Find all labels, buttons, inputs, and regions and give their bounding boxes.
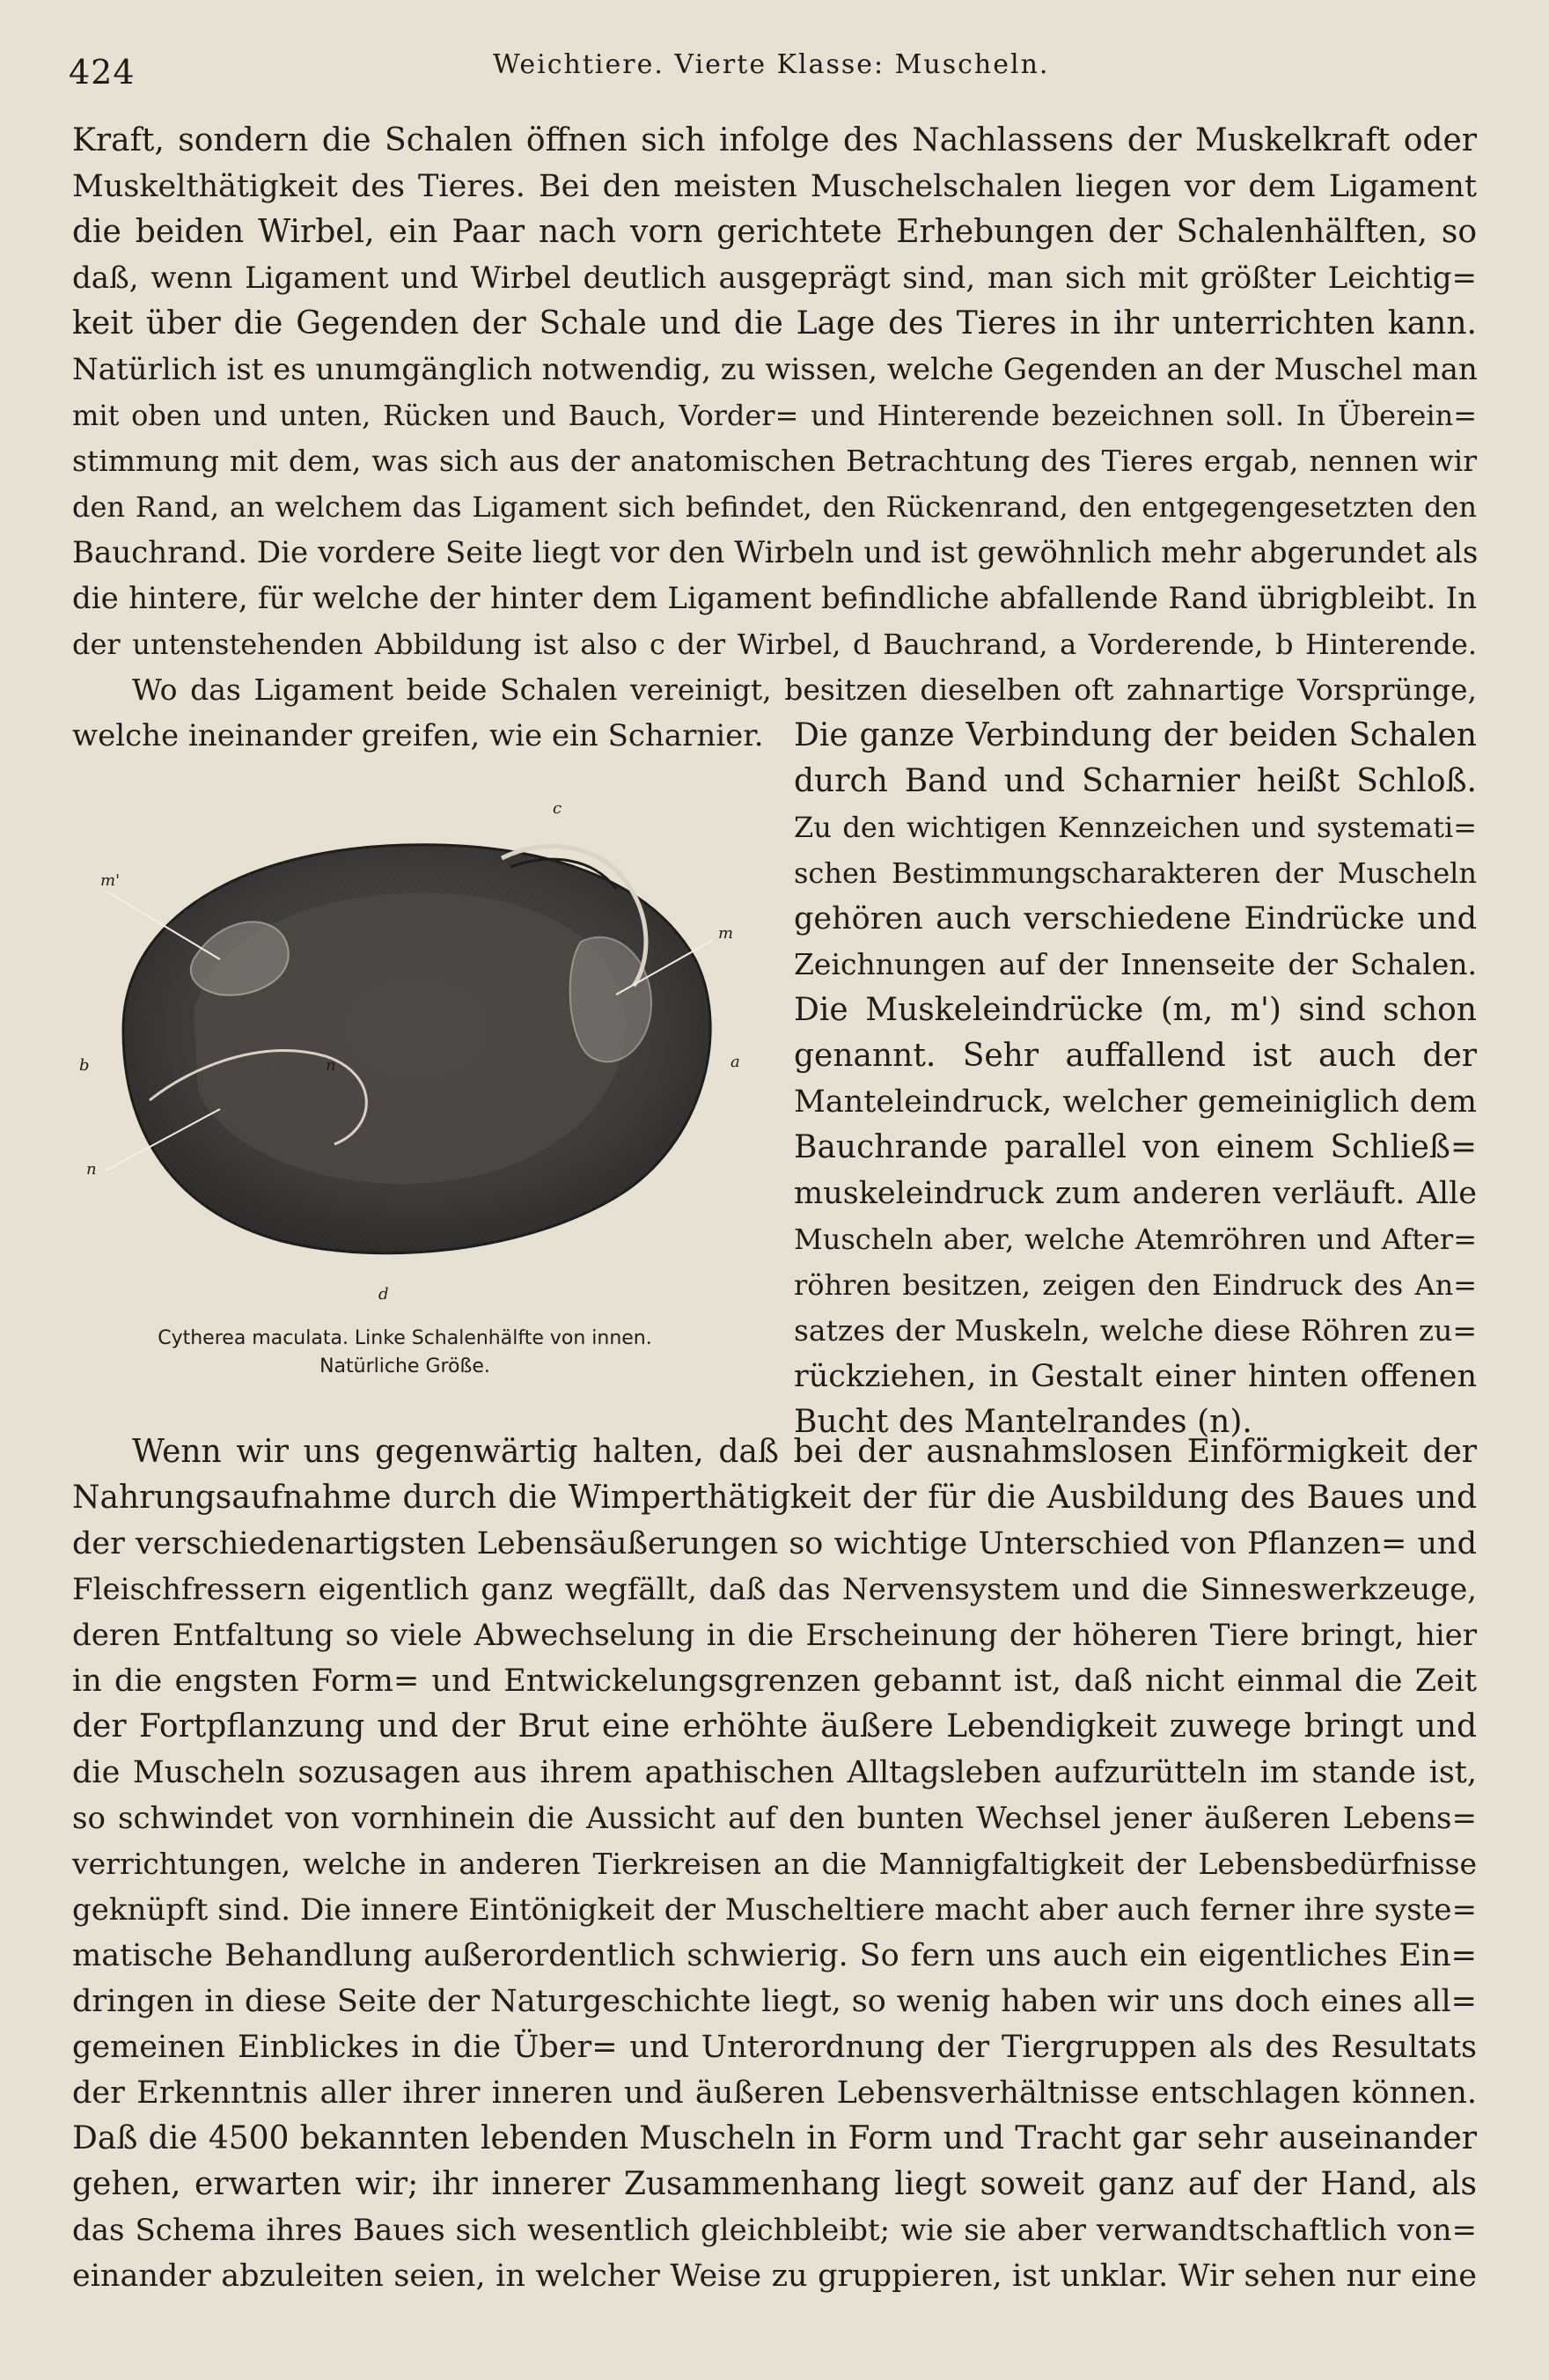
- label-n-outer: n: [86, 1160, 97, 1179]
- text-line: Fleischfressern eigentlich ganz wegfällt, daß das Nervensystem und die Sinneswerkzeuge,: [72, 1572, 1477, 1607]
- text-line: deren Entfaltung so viele Abwechselung in die Erscheinung der höheren Tiere bringt, hier: [72, 1618, 1477, 1653]
- text-line: Die Muskeleindrücke (m, m') sind schon: [794, 992, 1477, 1028]
- text-line: der verschiedenartigsten Lebensäußerungen so wichtige Unterschied von Pflanzen= und: [72, 1526, 1477, 1561]
- text-line: der Fortpflanzung und der Brut eine erhöhte äußere Lebendigkeit zuwege bringt und: [72, 1708, 1477, 1745]
- text-line: Kraft, sondern die Schalen öffnen sich infolge des Nachlassens der Muskelkraft oder: [72, 122, 1477, 158]
- text-line: Bucht des Mantelrandes (n).: [794, 1404, 1252, 1440]
- text-line: Bauchrande parallel von einem Schließ=: [794, 1129, 1477, 1165]
- label-d: d: [378, 1285, 389, 1304]
- text-line: welche ineinander greifen, wie ein Scharnier.: [72, 718, 764, 753]
- running-head: Weichtiere. Vierte Klasse: Muscheln.: [493, 49, 1050, 80]
- text-line: so schwindet von vornhinein die Aussicht auf den bunten Wechsel jener äußeren Lebens=: [72, 1801, 1477, 1836]
- text-line: genannt. Sehr auffallend ist auch der: [794, 1038, 1477, 1074]
- text-line: in die engsten Form= und Entwickelungsgrenzen gebannt ist, daß nicht einmal die Zeit: [72, 1664, 1477, 1699]
- text-line: Daß die 4500 bekannten lebenden Muscheln in Form und Tracht gar sehr auseinander: [72, 2120, 1477, 2156]
- text-line: Zu den wichtigen Kennzeichen und systemati=: [794, 811, 1477, 844]
- text-line: Zeichnungen auf der Innenseite der Schalen.: [794, 947, 1477, 981]
- text-line: dringen in diese Seite der Naturgeschichte liegt, so wenig haben wir uns doch eines all=: [72, 1984, 1477, 2019]
- text-line: einander abzuleiten seien, in welcher Weise zu gruppieren, ist unklar. Wir sehen nur eine: [72, 2259, 1477, 2294]
- shell-illustration: [88, 810, 739, 1303]
- text-line: Nahrungsaufnahme durch die Wimperthätigkeit der für die Ausbildung des Baues und: [72, 1480, 1477, 1516]
- text-line: Muscheln aber, welche Atemröhren und After=: [794, 1223, 1477, 1256]
- text-line: matische Behandlung außerordentlich schwierig. So fern uns auch ein eigentliches Ein=: [72, 1938, 1477, 1973]
- text-line: daß, wenn Ligament und Wirbel deutlich ausgeprägt sind, man sich mit größter Leichtig=: [72, 261, 1477, 296]
- text-line: die hintere, für welche der hinter dem Ligament befindliche abfallende Rand übrigbleibt. In: [72, 581, 1477, 616]
- figure-caption-size: Natürliche Größe.: [319, 1355, 490, 1377]
- text-line: geknüpft sind. Die innere Eintönigkeit der Muscheltiere macht aber auch ferner ihre syste=: [72, 1892, 1477, 1928]
- text-line: Natürlich ist es unumgänglich notwendig, zu wissen, welche Gegenden an der Muschel man: [72, 352, 1478, 387]
- paragraph-start-line: Wo das Ligament beide Schalen vereinigt, besitzen dieselben oft zahnartige Vorsprünge,: [132, 672, 1477, 707]
- text-line: mit oben und unten, Rücken und Bauch, Vorder= und Hinterende bezeichnen soll. In Überein=: [72, 399, 1477, 432]
- text-line: gehören auch verschiedene Eindrücke und: [794, 901, 1477, 937]
- text-line: muskeleindruck zum anderen verläuft. Alle: [794, 1176, 1477, 1211]
- label-c: c: [553, 799, 562, 818]
- text-line: röhren besitzen, zeigen den Eindruck des An=: [794, 1268, 1477, 1302]
- text-line: keit über die Gegenden der Schale und die Lage des Tieres in ihr unterrichten kann.: [72, 305, 1477, 342]
- figure-caption: Cytherea maculata. Linke Schalenhälfte von innen.: [158, 1327, 652, 1349]
- text-line: schen Bestimmungscharakteren der Muscheln: [794, 856, 1477, 890]
- text-line: gemeinen Einblickes in die Über= und Unterordnung der Tiergruppen als des Resultats: [72, 2030, 1477, 2065]
- label-m-prime: m': [100, 871, 121, 890]
- label-m: m: [718, 924, 734, 943]
- text-line: rückziehen, in Gestalt einer hinten offenen: [794, 1359, 1477, 1394]
- text-line: Muskelthätigkeit des Tieres. Bei den meisten Muschelschalen liegen vor dem Ligament: [72, 169, 1477, 204]
- text-line: die Muscheln sozusagen aus ihrem apathischen Alltagsleben aufzurütteln im stande ist,: [72, 1755, 1477, 1790]
- label-a: a: [730, 1053, 740, 1071]
- label-n-inner: n: [326, 1056, 336, 1075]
- text-line: stimmung mit dem, was sich aus der anatomischen Betrachtung des Tieres ergab, nennen wir: [72, 444, 1477, 478]
- text-line: Manteleindruck, welcher gemeiniglich dem: [794, 1084, 1477, 1120]
- page-number: 424: [69, 53, 136, 92]
- text-line: Bauchrand. Die vordere Seite liegt vor den Wirbeln und ist gewöhnlich mehr abgerundet als: [72, 535, 1479, 570]
- shell-figure: [79, 799, 740, 1304]
- label-b: b: [79, 1056, 90, 1075]
- text-line: der Erkenntnis aller ihrer inneren und äußeren Lebensverhältnisse entschlagen können.: [72, 2075, 1477, 2111]
- text-line: der untenstehenden Abbildung ist also c der Wirbel, d Bauchrand, a Vorderende, b Hinterende.: [72, 628, 1477, 661]
- text-line: Die ganze Verbindung der beiden Schalen: [794, 717, 1477, 753]
- text-line: durch Band und Scharnier heißt Schloß.: [794, 763, 1477, 799]
- paragraph-start-line: Wenn wir uns gegenwärtig halten, daß bei der ausnahmslosen Einförmigkeit der: [132, 1434, 1477, 1470]
- text-line: die beiden Wirbel, ein Paar nach vorn gerichtete Erhebungen der Schalenhälften, so: [72, 214, 1477, 250]
- text-line: verrichtungen, welche in anderen Tierkreisen an die Mannigfaltigkeit der Lebensbedürfnisse: [72, 1847, 1477, 1881]
- text-line: das Schema ihres Baues sich wesentlich gleichbleibt; wie sie aber verwandtschaftlich von=: [72, 2213, 1477, 2248]
- text-line: gehen, erwarten wir; ihr innerer Zusammenhang liegt soweit ganz auf der Hand, als: [72, 2166, 1477, 2202]
- text-line: den Rand, an welchem das Ligament sich befindet, den Rückenrand, den entgegengesetzten den: [72, 490, 1477, 524]
- text-line: satzes der Muskeln, welche diese Röhren zu=: [794, 1313, 1477, 1348]
